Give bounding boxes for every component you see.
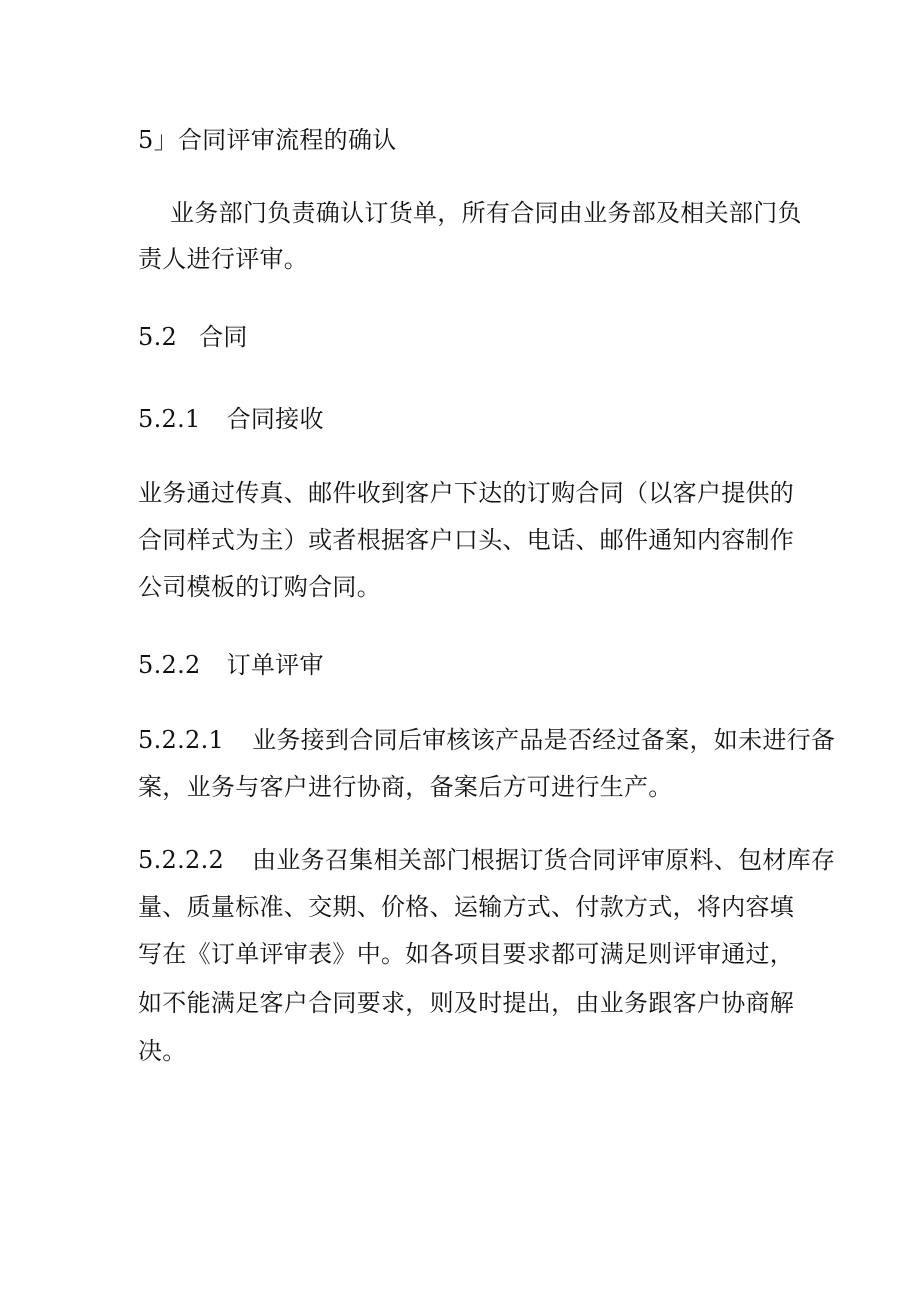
- section-number: 5.2: [138, 323, 178, 351]
- clause-5-2-2-2-line-5: 决。: [138, 1037, 187, 1065]
- clause-5-2-2-2-line-4: 如不能满足客户合同要求，则及时提出，由业务跟客户协商解: [138, 989, 795, 1017]
- clause-text: 由业务召集相关部门根据订货合同评审原料、包材库存: [252, 846, 836, 874]
- paragraph-5-1-line-1: 业务部门负责确认订货单，所有合同由业务部及相关部门负: [170, 199, 802, 227]
- clause-5-2-2-2-line-2: 量、质量标准、交期、价格、运输方式、付款方式，将内容填: [138, 893, 795, 921]
- paragraph-5-1-line-2: 责人进行评审。: [138, 245, 309, 273]
- paragraph-5-2-1-line-2: 合同样式为主）或者根据客户口头、电话、邮件通知内容制作: [138, 526, 795, 554]
- clause-number: 5.2.2.1: [138, 726, 225, 754]
- heading-5-1: 5」合同评审流程的确认: [138, 126, 397, 154]
- clause-5-2-2-1-line-2: 案，业务与客户进行协商，备案后方可进行生产。: [138, 773, 673, 801]
- section-title: 合同: [199, 323, 248, 351]
- paragraph-5-2-1-line-1: 业务通过传真、邮件收到客户下达的订购合同（以客户提供的: [138, 479, 795, 507]
- clause-number: 5.2.2.2: [138, 846, 225, 874]
- heading-5-2: [138, 314, 248, 360]
- heading-5-2-2: [138, 642, 324, 688]
- heading-5-2-1: [138, 396, 324, 442]
- clause-5-2-2-2-line-1: [138, 837, 835, 883]
- clause-5-2-2-1-line-1: [138, 717, 835, 763]
- section-number: 5.2.2: [138, 651, 201, 679]
- clause-5-2-2-2-line-3: 写在《订单评审表》中。如各项目要求都可满足则评审通过，: [138, 940, 795, 968]
- section-title: 订单评审: [226, 651, 324, 679]
- clause-text: 业务接到合同后审核该产品是否经过备案，如未进行备: [252, 726, 836, 754]
- paragraph-5-2-1-line-3: 公司模板的订购合同。: [138, 573, 381, 601]
- section-title: 合同接收: [226, 405, 324, 433]
- section-number: 5.2.1: [138, 405, 201, 433]
